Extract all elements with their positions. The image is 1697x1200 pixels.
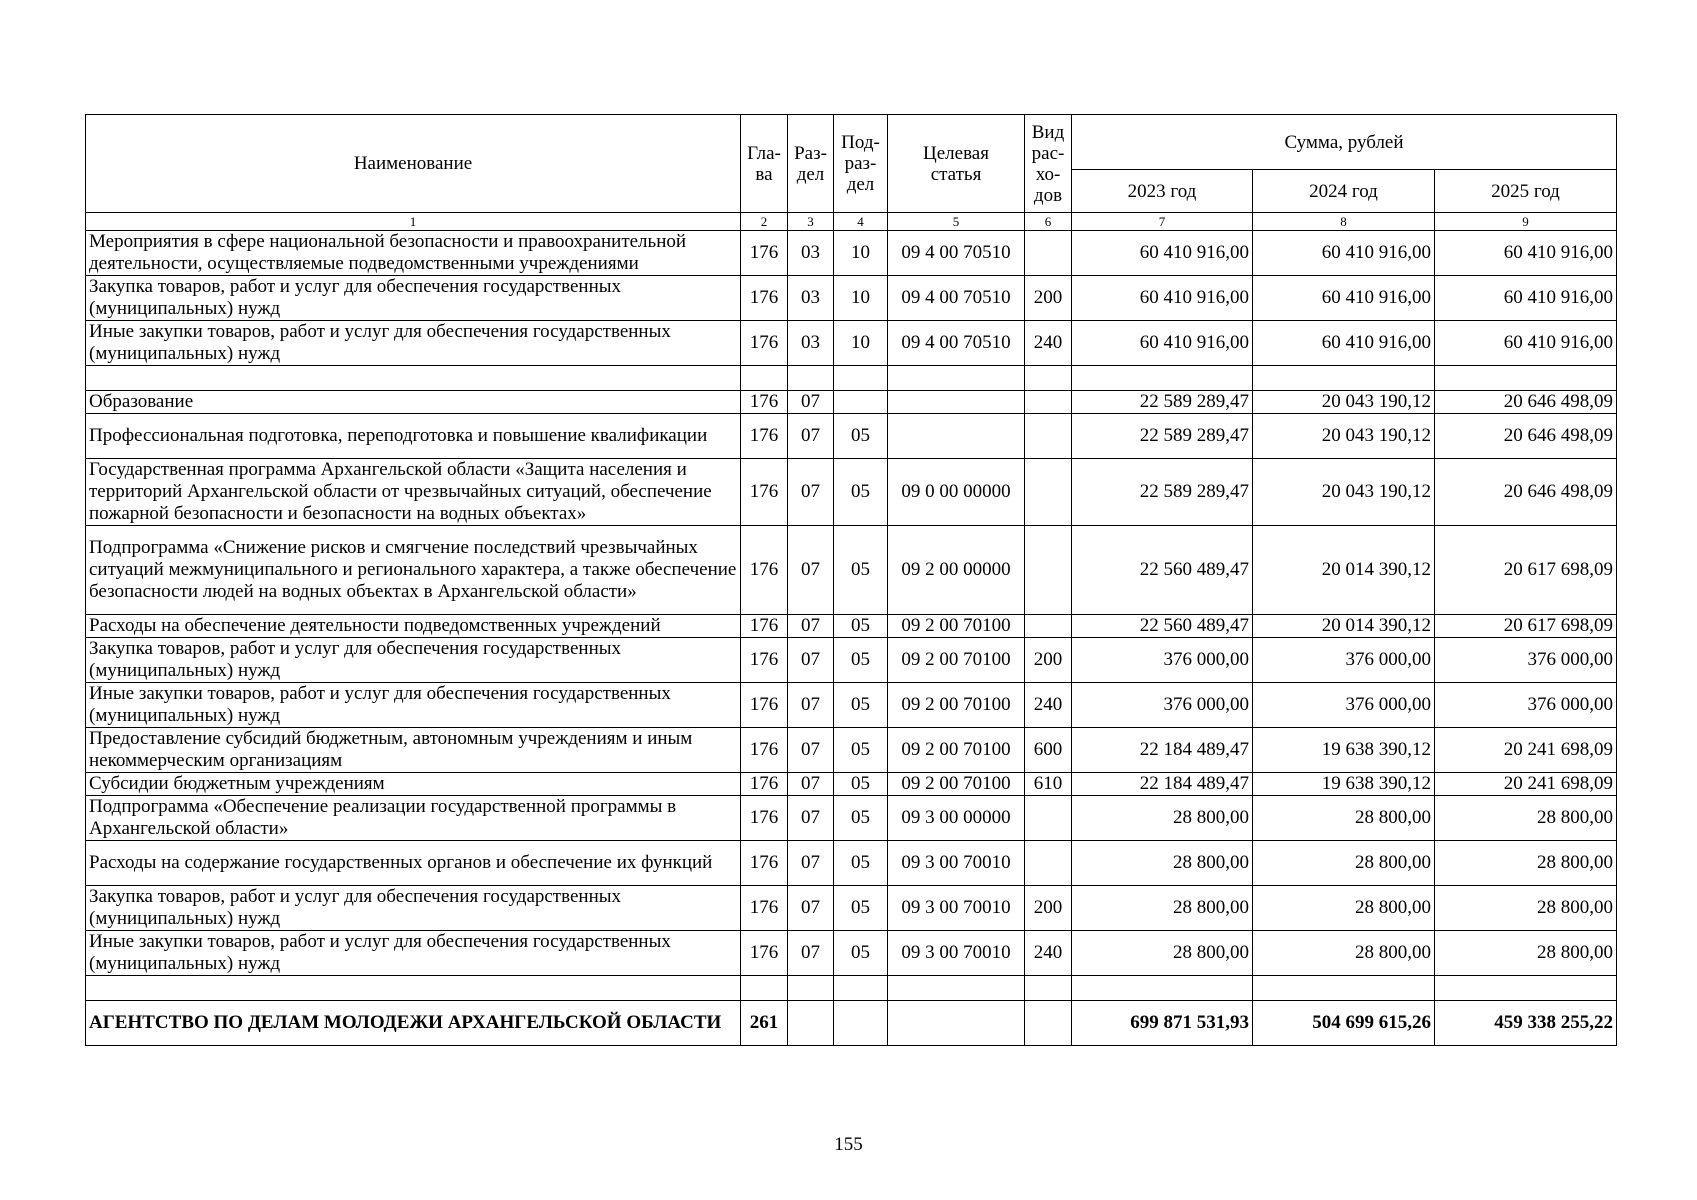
row-podrazdel-cell: 10 [834,321,888,366]
row-glava-cell: 176 [741,276,788,321]
row-sum-2023-cell: 60 410 916,00 [1072,321,1253,366]
row-podrazdel-cell [834,391,888,414]
row-podrazdel-cell: 05 [834,931,888,976]
row-name-cell: Закупка товаров, работ и услуг для обеспечения государственных (муниципальных) нужд [86,276,741,321]
row-glava-cell: 176 [741,683,788,728]
row-glava-cell: 176 [741,321,788,366]
row-sum-2024-cell: 504 699 615,26 [1253,1001,1435,1046]
row-sum-2024-cell: 20 014 390,12 [1253,615,1435,638]
row-glava-cell: 176 [741,773,788,796]
row-glava-cell: 176 [741,615,788,638]
row-sum-2025-cell: 28 800,00 [1435,841,1617,886]
row-celevaya-statya-cell: 09 2 00 70100 [888,638,1025,683]
row-sum-2024-cell: 28 800,00 [1253,931,1435,976]
table-row [86,321,1617,366]
column-number-row [86,213,1617,231]
row-sum-2025-cell [1435,366,1617,391]
row-celevaya-statya-cell: 09 3 00 70010 [888,931,1025,976]
row-celevaya-statya-cell: 09 3 00 70010 [888,886,1025,931]
row-vid-rashodov-cell: 610 [1025,773,1072,796]
header-razdel: Раз- дел [788,115,834,213]
row-razdel-cell: 03 [788,321,834,366]
row-vid-rashodov-cell: 200 [1025,886,1072,931]
row-podrazdel-cell: 05 [834,886,888,931]
row-name-cell [86,366,741,391]
row-vid-rashodov-cell [1025,414,1072,459]
row-sum-2024-cell: 20 043 190,12 [1253,459,1435,526]
row-razdel-cell: 07 [788,615,834,638]
row-glava-cell: 176 [741,414,788,459]
table-row [86,276,1617,321]
row-name-cell: АГЕНТСТВО ПО ДЕЛАМ МОЛОДЕЖИ АРХАНГЕЛЬСКОЙ ОБЛАСТИ [86,1001,741,1046]
table-body [86,231,1617,1046]
row-sum-2023-cell: 28 800,00 [1072,886,1253,931]
row-vid-rashodov-cell [1025,1001,1072,1046]
row-sum-2025-cell: 376 000,00 [1435,638,1617,683]
header-celevaya-statya: Целевая статья [888,115,1025,213]
row-glava-cell: 176 [741,526,788,615]
row-celevaya-statya-cell [888,1001,1025,1046]
row-vid-rashodov-cell [1025,391,1072,414]
column-number: 4 [834,213,888,231]
row-vid-rashodov-cell [1025,526,1072,615]
row-sum-2025-cell: 60 410 916,00 [1435,321,1617,366]
row-name-cell: Подпрограмма «Обеспечение реализации государственной программы в Архангельской области» [86,796,741,841]
row-sum-2024-cell: 60 410 916,00 [1253,321,1435,366]
column-number: 1 [86,213,741,231]
row-sum-2023-cell: 376 000,00 [1072,683,1253,728]
row-celevaya-statya-cell: 09 2 00 70100 [888,683,1025,728]
row-podrazdel-cell: 05 [834,459,888,526]
row-razdel-cell: 07 [788,414,834,459]
page-number: 155 [834,1134,863,1155]
row-podrazdel-cell: 05 [834,638,888,683]
row-razdel-cell [788,1001,834,1046]
row-celevaya-statya-cell: 09 2 00 70100 [888,728,1025,773]
row-sum-2023-cell: 22 184 489,47 [1072,728,1253,773]
row-name-cell: Субсидии бюджетным учреждениям [86,773,741,796]
row-sum-2024-cell: 28 800,00 [1253,886,1435,931]
row-name-cell: Предоставление субсидий бюджетным, автономным учреждениям и иным некоммерческим организациям [86,728,741,773]
column-number: 9 [1435,213,1617,231]
row-razdel-cell: 03 [788,231,834,276]
row-name-cell: Государственная программа Архангельской области «Защита населения и территорий Архангельской области от чрезвычайных ситуаций, обеспечение пожарной безопасности и безопасности на водных объектах» [86,459,741,526]
table-row [86,773,1617,796]
row-sum-2024-cell [1253,976,1435,1001]
row-podrazdel-cell: 05 [834,796,888,841]
row-sum-2024-cell: 20 043 190,12 [1253,391,1435,414]
row-razdel-cell: 03 [788,276,834,321]
row-sum-2023-cell: 699 871 531,93 [1072,1001,1253,1046]
row-sum-2023-cell: 60 410 916,00 [1072,276,1253,321]
row-sum-2025-cell: 20 617 698,09 [1435,615,1617,638]
row-name-cell: Иные закупки товаров, работ и услуг для обеспечения государственных (муниципальных) нужд [86,683,741,728]
row-celevaya-statya-cell [888,976,1025,1001]
row-glava-cell [741,976,788,1001]
row-sum-2024-cell: 376 000,00 [1253,638,1435,683]
column-number: 5 [888,213,1025,231]
table-row [86,728,1617,773]
header-name: Наименование [86,115,741,213]
table-row [86,414,1617,459]
row-celevaya-statya-cell: 09 0 00 00000 [888,459,1025,526]
row-celevaya-statya-cell: 09 3 00 00000 [888,796,1025,841]
row-podrazdel-cell: 05 [834,728,888,773]
budget-table-container [85,114,1616,1046]
table-header [86,115,1617,231]
row-name-cell: Иные закупки товаров, работ и услуг для обеспечения государственных (муниципальных) нужд [86,931,741,976]
row-podrazdel-cell [834,976,888,1001]
row-razdel-cell: 07 [788,728,834,773]
table-row [86,796,1617,841]
row-vid-rashodov-cell: 200 [1025,276,1072,321]
table-row [86,931,1617,976]
row-celevaya-statya-cell [888,366,1025,391]
row-glava-cell: 176 [741,728,788,773]
row-sum-2025-cell: 20 241 698,09 [1435,773,1617,796]
row-glava-cell: 176 [741,231,788,276]
row-podrazdel-cell: 10 [834,231,888,276]
header-year-2025: 2025 год [1435,170,1617,213]
header-year-2024: 2024 год [1253,170,1435,213]
row-podrazdel-cell [834,366,888,391]
row-vid-rashodov-cell: 240 [1025,931,1072,976]
row-sum-2024-cell: 28 800,00 [1253,841,1435,886]
row-vid-rashodov-cell [1025,841,1072,886]
row-name-cell: Подпрограмма «Снижение рисков и смягчение последствий чрезвычайных ситуаций межмуниципального и регионального характера, а также обеспечение безопасности людей на водных объектах в Архангельской области» [86,526,741,615]
row-sum-2025-cell: 20 617 698,09 [1435,526,1617,615]
row-sum-2025-cell: 459 338 255,22 [1435,1001,1617,1046]
row-sum-2025-cell: 20 646 498,09 [1435,459,1617,526]
row-sum-2025-cell: 28 800,00 [1435,886,1617,931]
row-sum-2024-cell: 19 638 390,12 [1253,773,1435,796]
row-sum-2023-cell: 28 800,00 [1072,796,1253,841]
row-name-cell: Образование [86,391,741,414]
spacer-row [86,366,1617,391]
row-sum-2025-cell: 20 646 498,09 [1435,391,1617,414]
row-sum-2024-cell [1253,366,1435,391]
row-podrazdel-cell: 05 [834,526,888,615]
row-glava-cell: 176 [741,638,788,683]
row-sum-2023-cell: 22 589 289,47 [1072,391,1253,414]
budget-table [85,114,1617,1046]
row-podrazdel-cell: 05 [834,683,888,728]
row-name-cell: Мероприятия в сфере национальной безопасности и правоохранительной деятельности, осуществляемые подведомственными учреждениями [86,231,741,276]
row-name-cell [86,976,741,1001]
row-sum-2023-cell: 22 589 289,47 [1072,459,1253,526]
row-celevaya-statya-cell: 09 4 00 70510 [888,321,1025,366]
row-glava-cell: 176 [741,931,788,976]
row-glava-cell: 176 [741,796,788,841]
row-razdel-cell: 07 [788,931,834,976]
row-razdel-cell [788,366,834,391]
row-razdel-cell: 07 [788,638,834,683]
column-number: 2 [741,213,788,231]
row-sum-2024-cell: 28 800,00 [1253,796,1435,841]
row-celevaya-statya-cell: 09 2 00 70100 [888,615,1025,638]
row-name-cell: Закупка товаров, работ и услуг для обеспечения государственных (муниципальных) нужд [86,886,741,931]
row-podrazdel-cell: 05 [834,773,888,796]
row-sum-2024-cell: 60 410 916,00 [1253,276,1435,321]
column-number: 6 [1025,213,1072,231]
header-year-2023: 2023 год [1072,170,1253,213]
row-sum-2023-cell: 22 184 489,47 [1072,773,1253,796]
table-row [86,459,1617,526]
table-row [86,683,1617,728]
row-vid-rashodov-cell: 600 [1025,728,1072,773]
row-sum-2025-cell [1435,976,1617,1001]
header-sum: Сумма, рублей [1072,115,1617,170]
row-sum-2023-cell: 376 000,00 [1072,638,1253,683]
row-vid-rashodov-cell: 240 [1025,683,1072,728]
row-name-cell: Расходы на содержание государственных органов и обеспечение их функций [86,841,741,886]
row-name-cell: Профессиональная подготовка, переподготовка и повышение квалификации [86,414,741,459]
row-razdel-cell: 07 [788,391,834,414]
table-row [86,886,1617,931]
table-row [86,391,1617,414]
spacer-row [86,976,1617,1001]
row-glava-cell: 176 [741,391,788,414]
row-podrazdel-cell [834,1001,888,1046]
row-celevaya-statya-cell [888,391,1025,414]
row-celevaya-statya-cell: 09 4 00 70510 [888,276,1025,321]
row-celevaya-statya-cell: 09 2 00 00000 [888,526,1025,615]
row-razdel-cell: 07 [788,886,834,931]
column-number: 3 [788,213,834,231]
row-sum-2024-cell: 60 410 916,00 [1253,231,1435,276]
row-razdel-cell: 07 [788,526,834,615]
row-sum-2025-cell: 28 800,00 [1435,796,1617,841]
header-vid-rashodov: Вид рас- хо- дов [1025,115,1072,213]
row-glava-cell: 261 [741,1001,788,1046]
row-sum-2023-cell: 28 800,00 [1072,931,1253,976]
row-sum-2023-cell [1072,366,1253,391]
row-sum-2024-cell: 20 043 190,12 [1253,414,1435,459]
row-podrazdel-cell: 05 [834,414,888,459]
row-razdel-cell: 07 [788,459,834,526]
row-vid-rashodov-cell: 240 [1025,321,1072,366]
row-sum-2025-cell: 20 646 498,09 [1435,414,1617,459]
row-glava-cell: 176 [741,841,788,886]
row-podrazdel-cell: 05 [834,615,888,638]
row-sum-2023-cell: 22 589 289,47 [1072,414,1253,459]
row-vid-rashodov-cell [1025,615,1072,638]
header-podrazdel: Под- раз- дел [834,115,888,213]
column-number: 8 [1253,213,1435,231]
row-podrazdel-cell: 10 [834,276,888,321]
row-name-cell: Закупка товаров, работ и услуг для обеспечения государственных (муниципальных) нужд [86,638,741,683]
row-sum-2023-cell: 60 410 916,00 [1072,231,1253,276]
table-row [86,615,1617,638]
table-row [86,231,1617,276]
table-row [86,526,1617,615]
column-number: 7 [1072,213,1253,231]
row-razdel-cell [788,976,834,1001]
row-vid-rashodov-cell [1025,796,1072,841]
row-sum-2023-cell [1072,976,1253,1001]
row-sum-2024-cell: 376 000,00 [1253,683,1435,728]
row-vid-rashodov-cell [1025,366,1072,391]
row-sum-2024-cell: 20 014 390,12 [1253,526,1435,615]
row-glava-cell: 176 [741,886,788,931]
row-glava-cell [741,366,788,391]
row-name-cell: Иные закупки товаров, работ и услуг для обеспечения государственных (муниципальных) нужд [86,321,741,366]
row-sum-2025-cell: 376 000,00 [1435,683,1617,728]
row-vid-rashodov-cell: 200 [1025,638,1072,683]
row-name-cell: Расходы на обеспечение деятельности подведомственных учреждений [86,615,741,638]
row-sum-2025-cell: 60 410 916,00 [1435,231,1617,276]
row-glava-cell: 176 [741,459,788,526]
row-vid-rashodov-cell [1025,976,1072,1001]
row-razdel-cell: 07 [788,796,834,841]
row-sum-2025-cell: 28 800,00 [1435,931,1617,976]
row-razdel-cell: 07 [788,773,834,796]
row-celevaya-statya-cell: 09 2 00 70100 [888,773,1025,796]
table-row [86,638,1617,683]
row-razdel-cell: 07 [788,683,834,728]
row-celevaya-statya-cell: 09 4 00 70510 [888,231,1025,276]
row-razdel-cell: 07 [788,841,834,886]
row-celevaya-statya-cell [888,414,1025,459]
row-sum-2025-cell: 60 410 916,00 [1435,276,1617,321]
header-glava: Гла- ва [741,115,788,213]
row-celevaya-statya-cell: 09 3 00 70010 [888,841,1025,886]
row-vid-rashodov-cell [1025,459,1072,526]
total-row [86,1001,1617,1046]
row-sum-2024-cell: 19 638 390,12 [1253,728,1435,773]
row-sum-2023-cell: 22 560 489,47 [1072,526,1253,615]
table-row [86,841,1617,886]
row-podrazdel-cell: 05 [834,841,888,886]
row-sum-2023-cell: 22 560 489,47 [1072,615,1253,638]
row-vid-rashodov-cell [1025,231,1072,276]
row-sum-2023-cell: 28 800,00 [1072,841,1253,886]
row-sum-2025-cell: 20 241 698,09 [1435,728,1617,773]
